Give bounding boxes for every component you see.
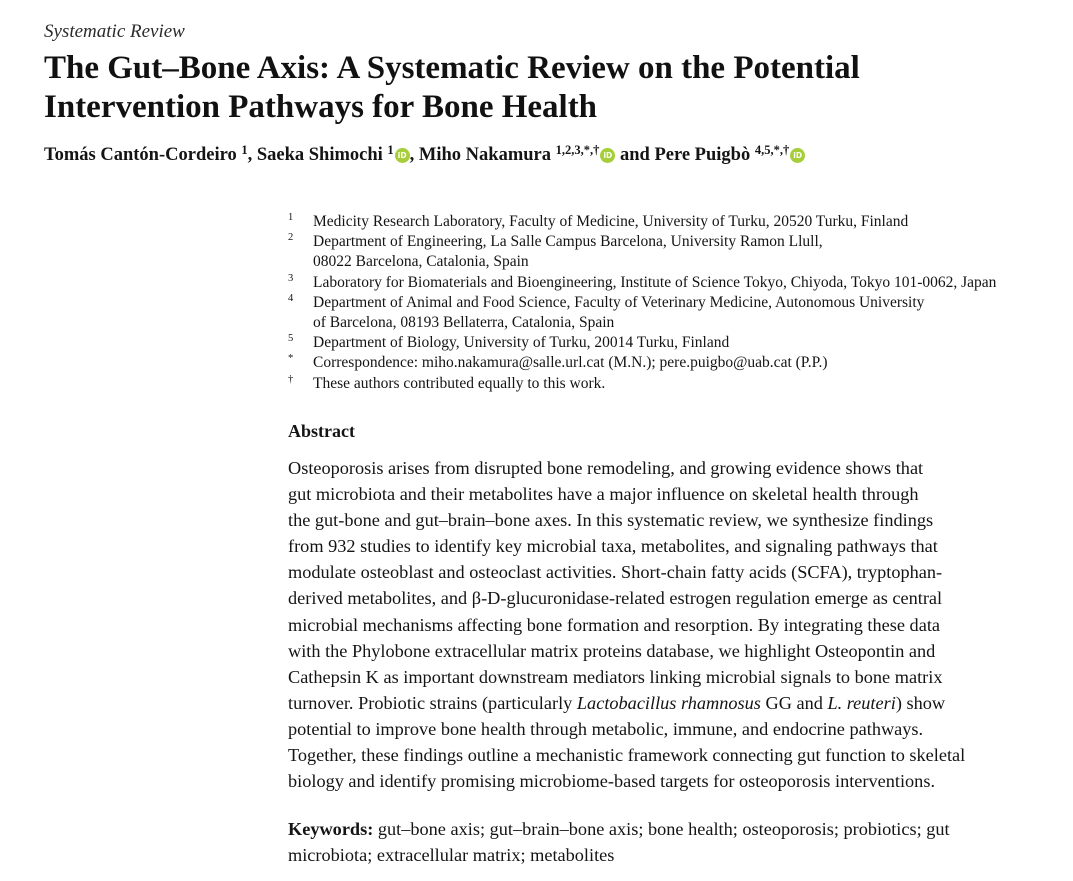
- affiliation-marker: 4: [288, 292, 294, 304]
- abstract-text: with the Phylobone extracellular matrix proteins database, we highlight Osteopontin and: [288, 640, 936, 661]
- affiliation-text: 08022 Barcelona, Catalonia, Spain: [313, 253, 529, 271]
- affiliation-text: Correspondence: miho.nakamura@salle.url.cat (M.N.); pere.puigbo@uab.cat (P.P.): [313, 354, 828, 372]
- author-separator: ,: [247, 145, 257, 165]
- author-name: Pere Puigbò: [654, 145, 751, 165]
- affiliation-marker: *: [288, 353, 294, 365]
- abstract-text: ) show: [895, 692, 946, 713]
- author-separator: and: [615, 145, 655, 165]
- affiliation-text: Laboratory for Biomaterials and Bioengineering, Institute of Science Tokyo, Chiyoda, Tokyo 101-0062, Japan: [313, 273, 997, 291]
- author-name: Miho Nakamura: [418, 145, 551, 165]
- affiliation-marker: 5: [288, 333, 294, 345]
- affiliation-item: [288, 333, 996, 353]
- keywords-text: microbiota; extracellular matrix; metabolites: [288, 845, 615, 866]
- abstract-text: biology and identify promising microbiome-based targets for osteoporosis interventions.: [288, 771, 936, 792]
- affiliation-marker: 1: [288, 212, 294, 223]
- affiliation-text: Medicity Research Laboratory, Faculty of Medicine, University of Turku, 20520 Turku, Finland: [313, 213, 909, 230]
- affiliation-text: Department of Biology, University of Turku, 20014 Turku, Finland: [313, 334, 730, 352]
- affiliation-item: [288, 273, 996, 293]
- affiliation-item: [288, 353, 996, 373]
- abstract-body: [288, 455, 1048, 794]
- affiliation-marker: 2: [288, 232, 294, 244]
- keywords: [288, 816, 1048, 868]
- abstract-text: derived metabolites, and β-D-glucuronidase-related estrogen regulation emerge as central: [288, 588, 943, 609]
- article-type-label: Systematic Review: [44, 21, 185, 42]
- title-line: Intervention Pathways for Bone Health: [44, 89, 598, 125]
- author-affiliation-marker: 1,2,3,*,†: [555, 143, 600, 157]
- abstract-text: potential to improve bone health through metabolic, immune, and endocrine pathways.: [288, 718, 924, 739]
- affiliation-item: [288, 212, 996, 232]
- affiliation-marker: 3: [288, 272, 294, 284]
- title-line: The Gut–Bone Axis: A Systematic Review on the Potential: [44, 50, 860, 86]
- author-affiliation-marker: 1: [241, 143, 248, 157]
- affiliation-item: [288, 374, 996, 394]
- affiliation-text: Department of Engineering, La Salle Campus Barcelona, University Ramon Llull,: [313, 233, 823, 251]
- author-separator: ,: [409, 145, 419, 165]
- affiliation-list: [288, 212, 996, 394]
- affiliation-item: [288, 293, 996, 333]
- affiliation-text: These authors contributed equally to this work.: [313, 374, 606, 392]
- abstract-text: modulate osteoblast and osteoclast activities. Short-chain fatty acids (SCFA), tryptophan-: [288, 562, 943, 583]
- abstract-text: Cathepsin K as important downstream mediators linking microbial signals to bone matrix: [288, 666, 943, 687]
- paper-title: [44, 49, 1054, 127]
- orcid-icon[interactable]: iD: [600, 148, 615, 163]
- abstract-text: gut microbiota and their metabolites have a major influence on skeletal health through: [288, 484, 919, 505]
- author-name: Tomás Cantón-Cordeiro: [44, 145, 237, 165]
- affiliation-marker: †: [288, 373, 294, 385]
- abstract-text: Together, these findings outline a mechanistic framework connecting gut function to skeletal: [288, 745, 966, 766]
- affiliation-text: of Barcelona, 08193 Bellaterra, Catalonia, Spain: [313, 314, 615, 332]
- orcid-icon[interactable]: iD: [395, 148, 410, 163]
- affiliation-text: Department of Animal and Food Science, Faculty of Veterinary Medicine, Autonomous University: [313, 293, 925, 311]
- author-affiliation-marker: 1: [387, 143, 394, 157]
- author-name: Saeka Shimochi: [256, 145, 383, 165]
- abstract-text: the gut-bone and gut–brain–bone axes. In this systematic review, we synthesize findings: [288, 510, 934, 531]
- affiliation-item: [288, 232, 996, 272]
- orcid-icon[interactable]: iD: [790, 148, 805, 163]
- keywords-text: gut–bone axis; gut–brain–bone axis; bone health; osteoporosis; probiotics; gut: [373, 819, 950, 839]
- abstract-text: from 932 studies to identify key microbial taxa, metabolites, and signaling pathways that: [288, 536, 938, 557]
- author-affiliation-marker: 4,5,*,†: [754, 143, 790, 157]
- abstract-text: microbial mechanisms affecting bone formation and resorption. By integrating these data: [288, 614, 941, 635]
- abstract-text: Osteoporosis arises from disrupted bone remodeling, and growing evidence shows that: [288, 458, 924, 478]
- keywords-label: Keywords:: [288, 819, 374, 839]
- species-name: L. reuteri: [827, 692, 896, 713]
- abstract-heading: Abstract: [288, 421, 355, 441]
- abstract-text: GG and: [760, 692, 828, 713]
- species-name: Lactobacillus rhamnosus: [576, 692, 761, 713]
- abstract-text: turnover. Probiotic strains (particularly: [288, 692, 577, 713]
- author-list: [44, 145, 805, 166]
